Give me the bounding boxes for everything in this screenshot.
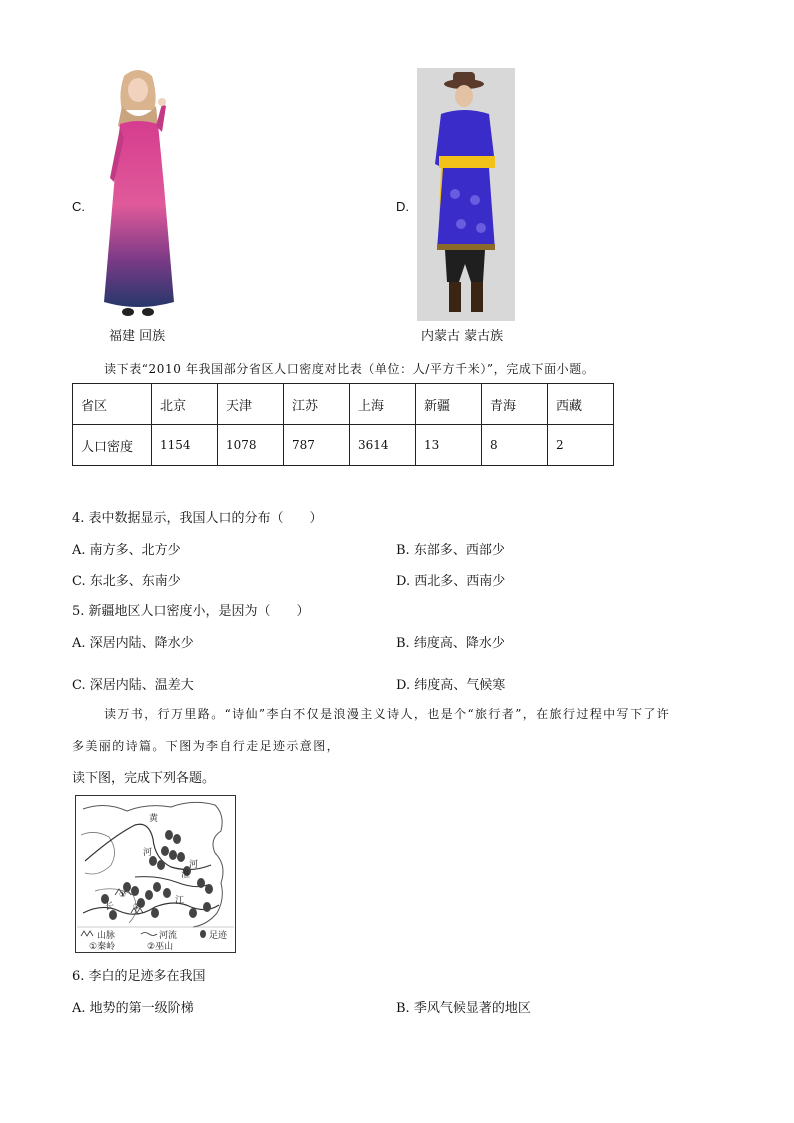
header-cell: 西藏 (548, 384, 614, 425)
table-intro: 读下表“2010 年我国部分省区人口密度对比表（单位：人/平方千米）”，完成下面小题。 (104, 362, 595, 376)
row-label-cell: 人口密度 (73, 425, 152, 466)
mongol-man-photo (417, 68, 515, 321)
population-density-table (72, 383, 614, 466)
value-cell: 1078 (218, 425, 284, 466)
value-cell: 1154 (152, 425, 218, 466)
q4-option-d[interactable]: D. 西北多、西南少 (396, 574, 506, 589)
libai-intro-line-1: 读万书，行万里路。“诗仙”李白不仅是浪漫主义诗人，也是个“旅行者”，在旅行过程中写下了许 (104, 707, 671, 721)
value-cell: 13 (416, 425, 482, 466)
option-d-letter: D. (396, 199, 409, 214)
legend-river: 河流 (159, 931, 178, 941)
value-cell: 787 (284, 425, 350, 466)
label-he: 河 (143, 848, 153, 858)
label-jiang: 江 (175, 896, 185, 906)
q5-option-a[interactable]: A. 深居内陆、降水少 (72, 636, 194, 651)
label-huai: 淮 (181, 870, 191, 880)
value-cell: 3614 (350, 425, 416, 466)
value-cell: 2 (548, 425, 614, 466)
q5-option-c[interactable]: C. 深居内陆、温差大 (72, 678, 194, 693)
header-cell: 天津 (218, 384, 284, 425)
header-cell: 省区 (73, 384, 152, 425)
q6-option-b[interactable]: B. 季风气候显著的地区 (396, 1001, 531, 1016)
legend-qinling: ①秦岭 (89, 942, 116, 952)
q5-stem: 5. 新疆地区人口密度小，是因为（ ） (72, 604, 310, 619)
legend-wushan: ②巫山 (147, 942, 174, 952)
header-cell: 青海 (482, 384, 548, 425)
label-chang: 长 (105, 902, 115, 912)
label-he2: 河 (189, 860, 199, 870)
option-c-letter: C. (72, 199, 85, 214)
q4-option-c[interactable]: C. 东北多、东南少 (72, 574, 181, 589)
header-cell: 江苏 (284, 384, 350, 425)
legend-mountain: 山脉 (97, 931, 116, 941)
option-c-caption: 福建 回族 (109, 329, 166, 344)
hui-woman-photo (92, 66, 184, 322)
label-qinling-num: ① (119, 890, 127, 899)
label-wushan-num: ② (133, 902, 141, 911)
q6-stem: 6. 李白的足迹多在我国 (72, 969, 206, 984)
header-cell: 新疆 (416, 384, 482, 425)
label-huang: 黄 (149, 814, 159, 824)
q4-stem: 4. 表中数据显示，我国人口的分布（ ） (72, 511, 323, 526)
map-instruction: 读下图，完成下列各题。 (72, 771, 216, 786)
table-row (73, 425, 614, 466)
table-header-row (73, 384, 614, 425)
header-cell: 北京 (152, 384, 218, 425)
libai-intro-line-2: 多美丽的诗篇。下图为李自行走足迹示意图， (72, 739, 341, 753)
q4-option-b[interactable]: B. 东部多、西部少 (396, 543, 505, 558)
q5-option-d[interactable]: D. 纬度高、气候寒 (396, 678, 506, 693)
q6-option-a[interactable]: A. 地势的第一级阶梯 (72, 1001, 194, 1016)
header-cell: 上海 (350, 384, 416, 425)
option-d-caption: 内蒙古 蒙古族 (421, 329, 504, 344)
q5-option-b[interactable]: B. 纬度高、降水少 (396, 636, 505, 651)
q4-option-a[interactable]: A. 南方多、北方少 (72, 543, 181, 558)
legend-footprint: 足迹 (209, 931, 228, 941)
value-cell: 8 (482, 425, 548, 466)
libai-footprint-map (75, 795, 236, 953)
